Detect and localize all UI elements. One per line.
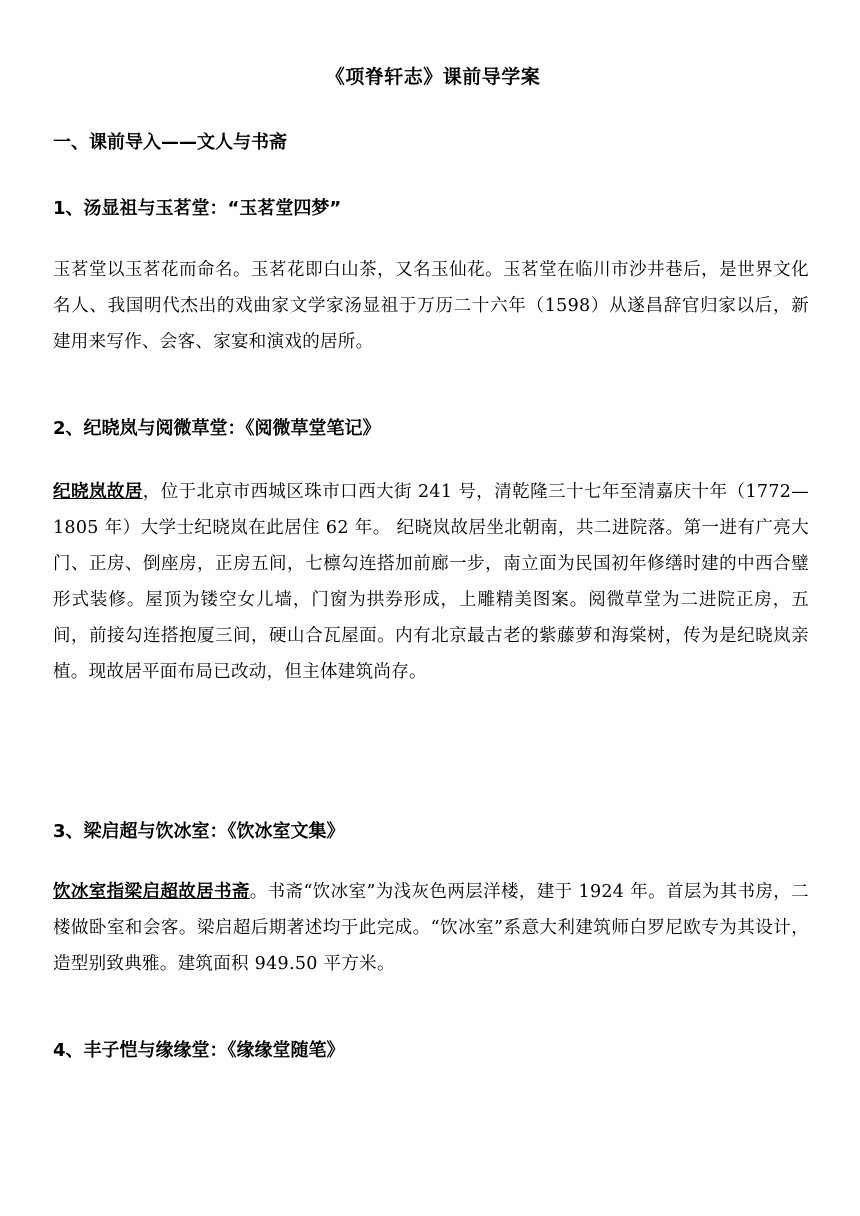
item-paragraph-1: 玉茗堂以玉茗花而命名。玉茗花即白山茶，又名玉仙花。玉茗堂在临川市沙井巷后，是世界文化名人、我国明代杰出的戏曲家文学家汤显祖于万历二十六年（1598）从遂昌辞官归家以后，新建用来写作、会客、家宴和演戏的居所。: [53, 260, 809, 352]
item-heading-2: 2、纪晓岚与阅微草堂：《阅微草堂笔记》: [53, 418, 381, 439]
item-body-3: 。书斋“饮冰室”为浅灰色两层洋楼，建于 1924 年。首层为其书房，二楼做卧室和会客。梁启超后期著述均于此完成。“饮冰室”系意大利建筑师白罗尼欧专为其设计，造型别致典雅。建筑面积 949.50 平方米。: [53, 882, 809, 974]
page-title: 《项脊轩志》课前导学案: [325, 66, 541, 88]
item-heading-1: 1、汤显祖与玉茗堂：“玉茗堂四梦”: [53, 198, 342, 219]
section-heading-1: 一、课前导入——文人与书斋: [53, 132, 287, 153]
item-lead-2: 纪晓岚故居: [53, 482, 143, 502]
item-body-2: ，位于北京市西城区珠市口西大街 241 号，清乾隆三十七年至清嘉庆十年（1772—1805 年）大学士纪晓岚在此居住 62 年。 纪晓岚故居坐北朝南，共二进院落。第一进有广亮大门、正房、倒座房，正房五间，七檩勾连搭加前廊一步，南立面为民国初年修缮时建的中西合璧形式装修。屋顶为镂空女儿墙，门窗为拱券形成，上雕精美图案。阅微草堂为二进院正房，五间，前接勾连搭抱厦三间，硬山合瓦屋面。内有北京最古老的紫藤萝和海棠树，传为是纪晓岚亲植。现故居平面布局已改动，但主体建筑尚存。: [53, 482, 809, 682]
item-lead-3: 饮冰室指梁启超故居书斋: [53, 882, 250, 902]
item-heading-4: 4、丰子恺与缘缘堂：《缘缘堂随笔》: [53, 1040, 345, 1061]
item-paragraph-2: [53, 474, 809, 690]
item-paragraph-3: [53, 874, 809, 982]
item-heading-3: 3、梁启超与饮冰室：《饮冰室文集》: [53, 821, 345, 842]
